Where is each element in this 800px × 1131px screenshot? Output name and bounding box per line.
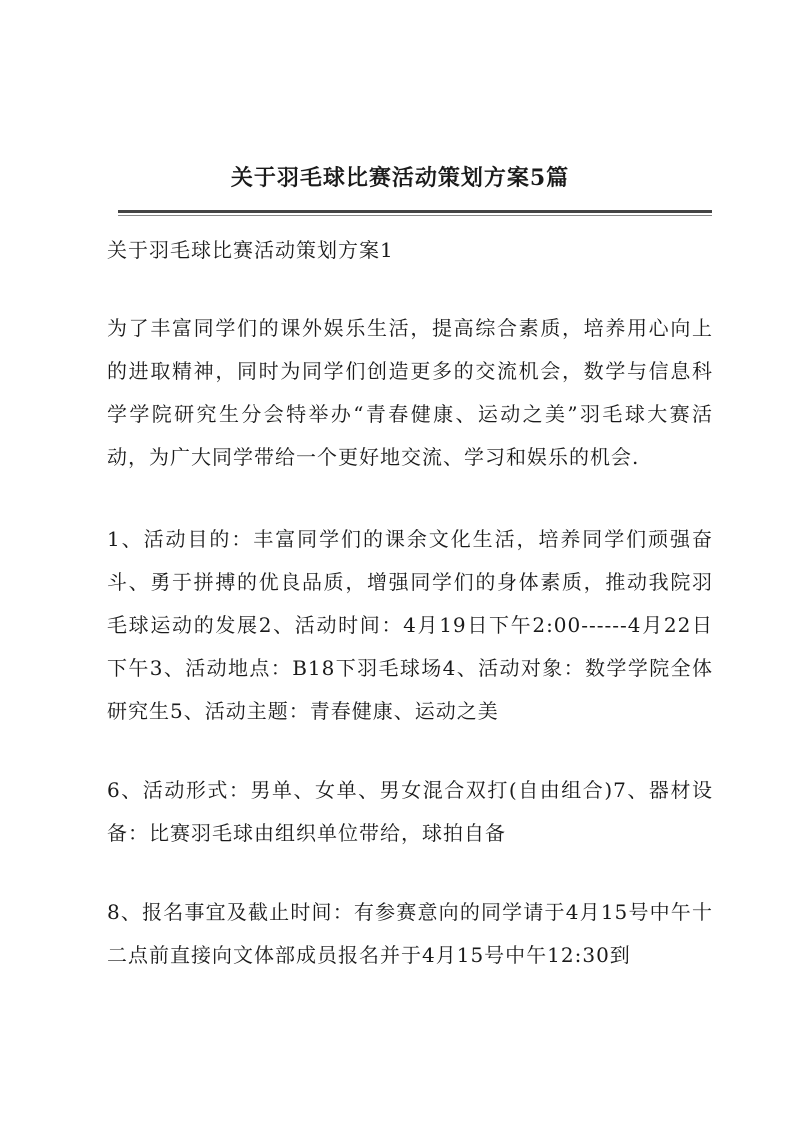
paragraph-registration: 8、报名事宜及截止时间：有参赛意向的同学请于4月15号中午十二点前直接向文体部成员报名并于4月15号中午12:30到: [107, 900, 713, 967]
title-underline-thin: [118, 215, 712, 216]
paragraph-activity-details: 1、活动目的：丰富同学们的课余文化生活，培养同学们顽强奋斗、勇于拼搏的优良品质，增强同学们的身体素质，推动我院羽毛球运动的发展2、活动时间：4月19日下午2:00------4月22日下午3、活动地点：B18下羽毛球场4、活动对象：数学学院全体研究生5、活动主题：青春健康、运动之美: [107, 527, 713, 723]
paragraph-intro: 为了丰富同学们的课外娱乐生活，提高综合素质，培养用心向上的进取精神，同时为同学们创造更多的交流机会，数学与信息科学学院研究生分会特举办“青春健康、运动之美”羽毛球大赛活动，为广大同学带给一个更好地交流、学习和娱乐的机会.: [107, 316, 713, 469]
document-title: 关于羽毛球比赛活动策划方案5篇: [230, 165, 570, 191]
paragraph-activity-format: 6、活动形式：男单、女单、男女混合双打(自由组合)7、器材设备：比赛羽毛球由组织单位带给，球拍自备: [107, 778, 713, 845]
section-heading: 关于羽毛球比赛活动策划方案1: [107, 238, 394, 262]
title-underline: [118, 210, 712, 213]
